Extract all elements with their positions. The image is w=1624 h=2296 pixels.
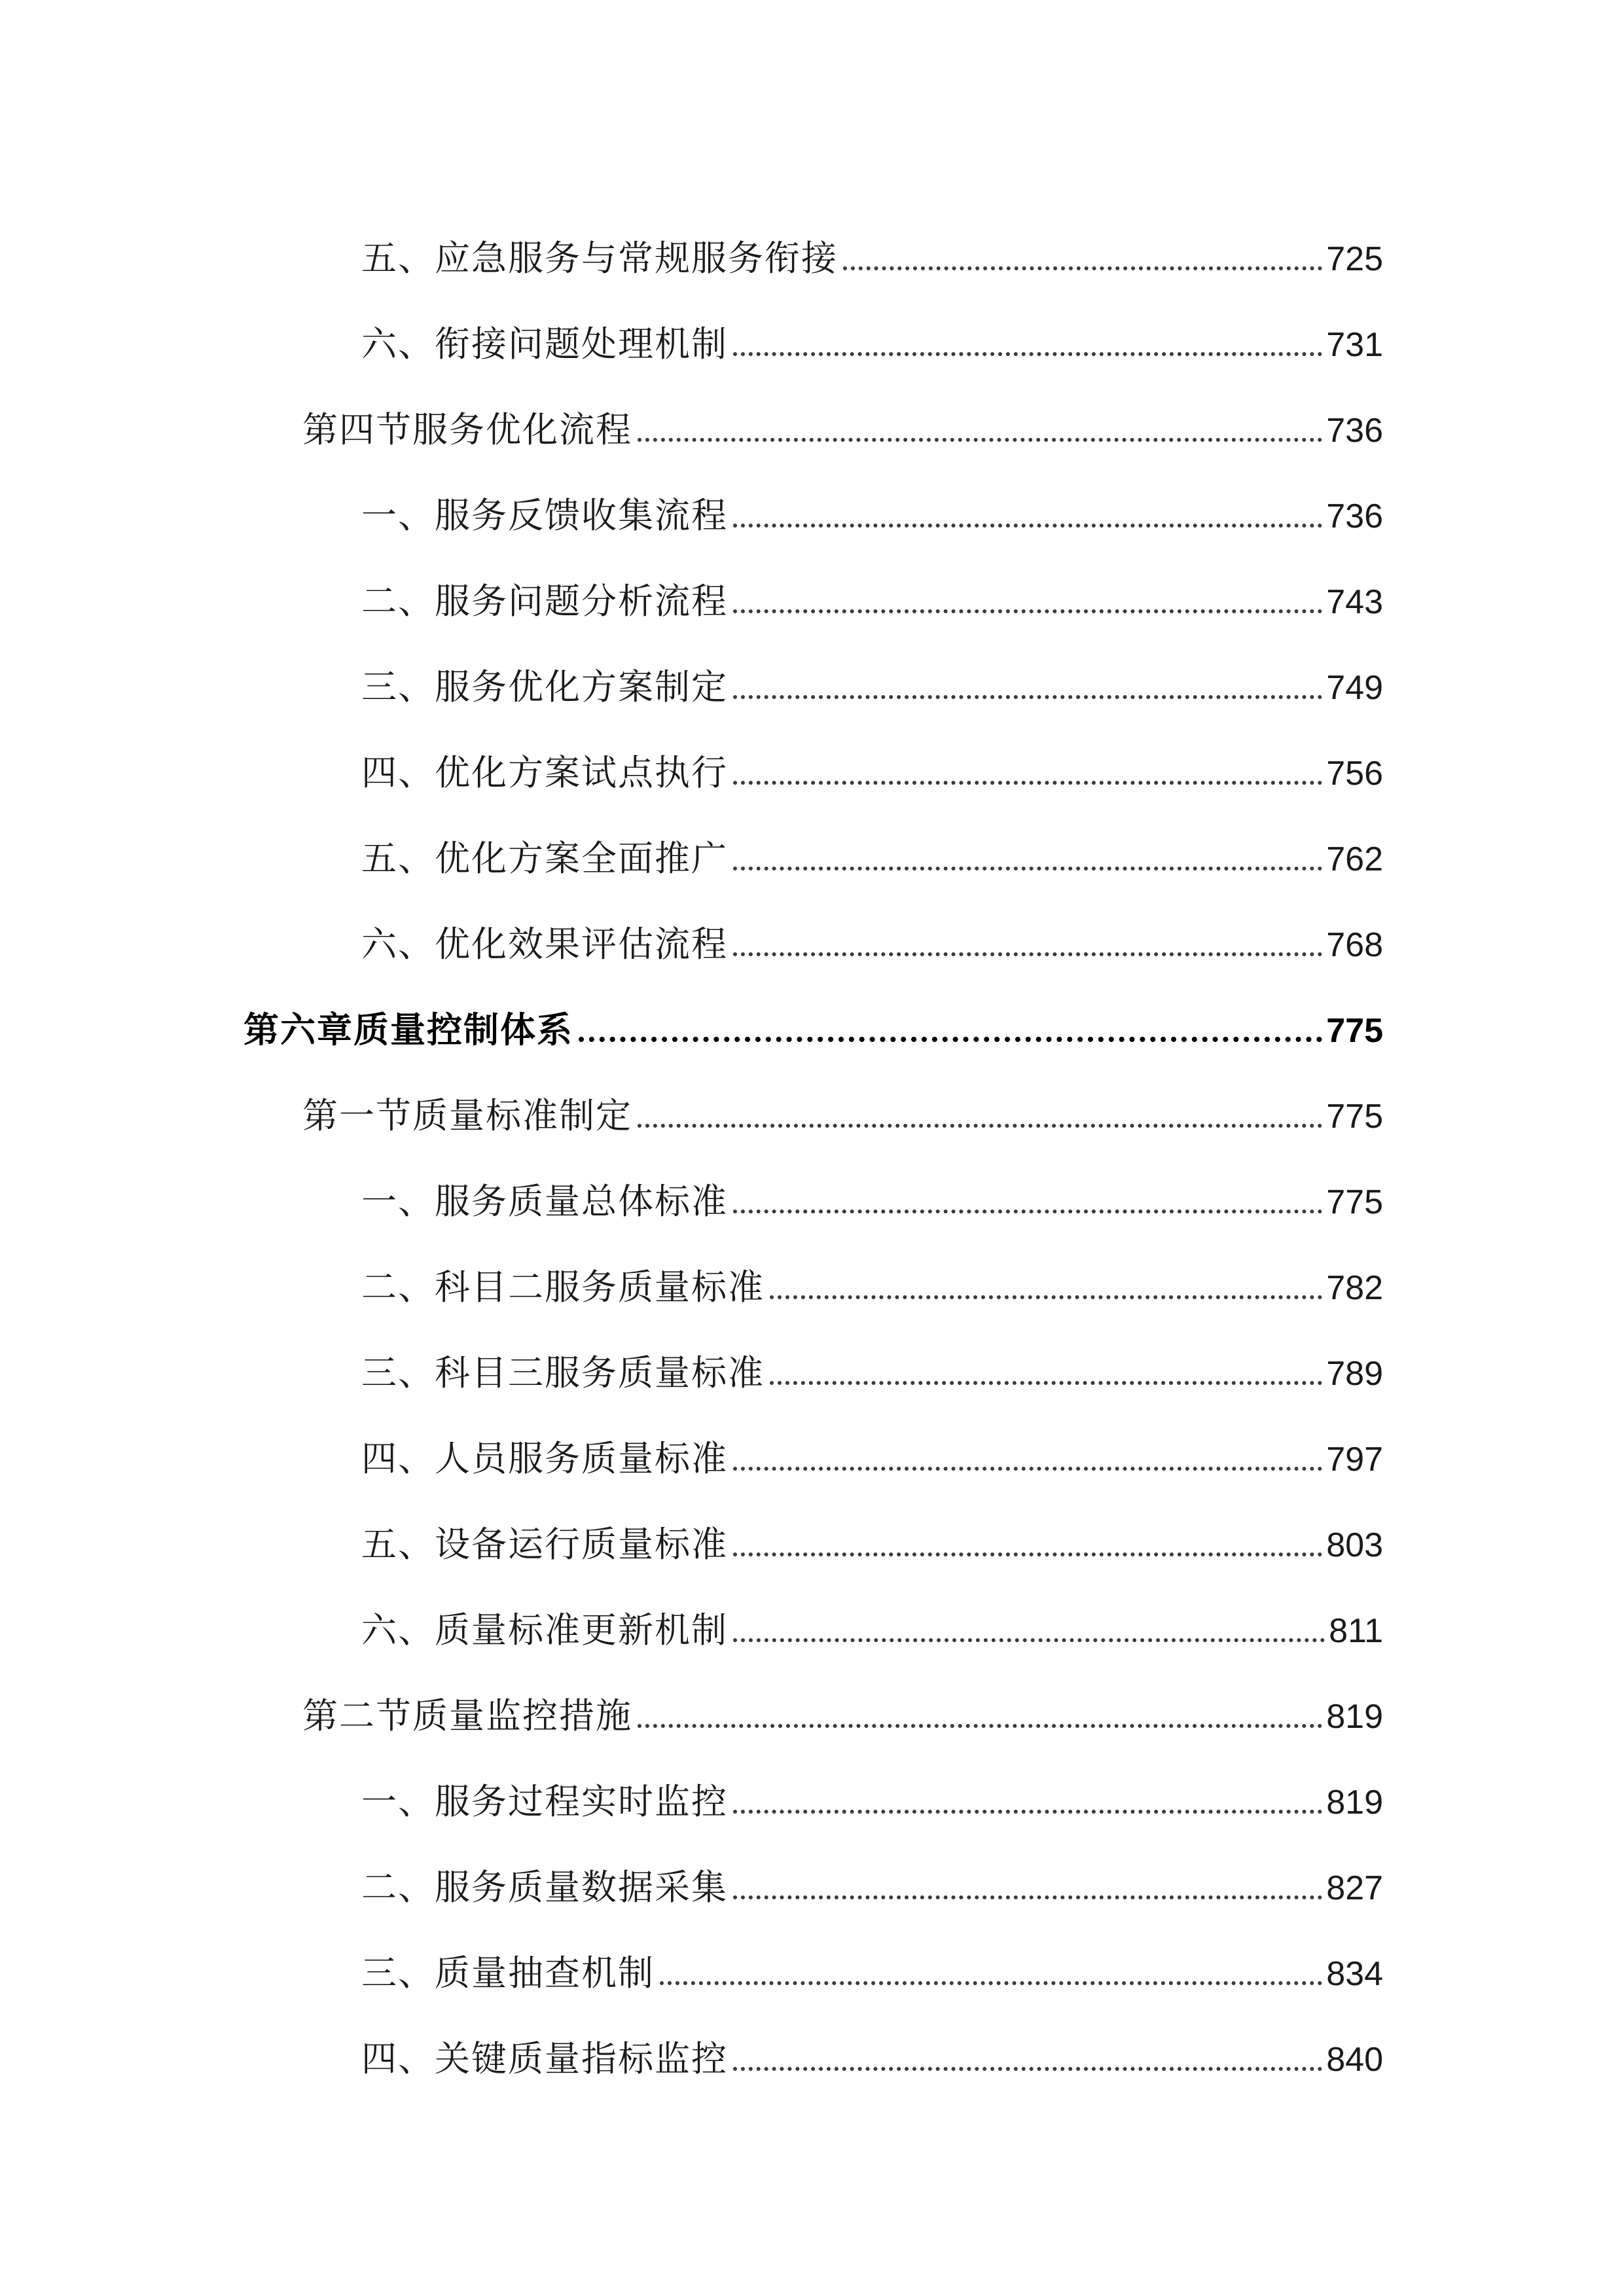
toc-entry-title: 三、质量抽查机制 <box>361 1952 655 1994</box>
dot-leader <box>733 1467 1322 1471</box>
toc-entry-page-number: 827 <box>1326 1869 1383 1907</box>
dot-leader <box>733 1810 1322 1814</box>
dot-leader <box>733 1895 1322 1899</box>
toc-entry[interactable] <box>361 2011 1383 2077</box>
dot-leader <box>733 867 1322 870</box>
dot-leader <box>733 781 1322 785</box>
toc-entry-title: 四、人员服务质量标准 <box>361 1438 728 1479</box>
dot-leader <box>579 1037 1322 1042</box>
dot-leader <box>733 2067 1322 2071</box>
toc-entry-title: 六、优化效果评估流程 <box>361 924 728 965</box>
toc-entry[interactable] <box>361 725 1383 791</box>
dot-leader <box>733 952 1322 956</box>
toc-entry-page-number: 768 <box>1326 926 1383 964</box>
toc-entry[interactable] <box>361 1754 1383 1820</box>
dot-leader <box>733 1552 1322 1556</box>
toc-entry-page-number: 775 <box>1326 1183 1383 1221</box>
toc-entry[interactable] <box>361 897 1383 965</box>
toc-entry-page-number: 736 <box>1326 412 1383 450</box>
toc-entry-title: 五、设备运行质量标准 <box>361 1524 728 1565</box>
toc-entry[interactable] <box>361 1926 1383 1994</box>
toc-entry-chapter[interactable] <box>244 982 1383 1048</box>
toc-entry[interactable] <box>361 1411 1383 1477</box>
dot-leader <box>638 1124 1322 1128</box>
dot-leader <box>733 1638 1325 1642</box>
toc-entry-page-number: 736 <box>1326 497 1383 535</box>
toc-entry-title: 一、服务反馈收集流程 <box>361 495 728 536</box>
toc-entry-page-number: 743 <box>1326 583 1383 621</box>
toc-entry[interactable] <box>361 554 1383 622</box>
toc-entry-title: 第四节服务优化流程 <box>302 409 632 450</box>
dot-leader <box>733 524 1322 528</box>
toc-entry[interactable] <box>361 1497 1383 1565</box>
toc-entry[interactable] <box>361 1583 1383 1651</box>
dot-leader <box>638 1724 1322 1728</box>
dot-leader <box>843 266 1322 270</box>
toc-entry-page-number: 749 <box>1326 669 1383 707</box>
toc-entry-title: 五、优化方案全面推广 <box>361 838 728 879</box>
toc-entry-title: 六、质量标准更新机制 <box>361 1609 728 1651</box>
dot-leader <box>638 438 1322 442</box>
toc-entry[interactable] <box>361 211 1383 279</box>
toc-entry[interactable] <box>361 1240 1383 1308</box>
toc-entry[interactable] <box>302 1068 1383 1134</box>
toc-entry-title: 一、服务质量总体标准 <box>361 1181 728 1222</box>
toc-entry-title: 一、服务过程实时监控 <box>361 1781 728 1822</box>
toc-entry-page-number: 731 <box>1326 326 1383 364</box>
dot-leader <box>733 609 1322 613</box>
toc-entry-title: 二、科目二服务质量标准 <box>361 1266 765 1308</box>
toc-entry-page-number: 819 <box>1326 1698 1383 1736</box>
toc-entry[interactable] <box>361 296 1383 365</box>
toc-entry-title: 三、服务优化方案制定 <box>361 666 728 708</box>
toc-entry-title: 四、优化方案试点执行 <box>361 752 728 793</box>
toc-entry-page-number: 811 <box>1329 1612 1383 1650</box>
toc-entry-page-number: 819 <box>1326 1784 1383 1821</box>
toc-entry-title: 四、关键质量指标监控 <box>361 2038 728 2079</box>
toc-entry-title: 第二节质量监控措施 <box>302 1695 632 1736</box>
toc-entry[interactable] <box>361 1325 1383 1391</box>
toc-entry-page-number: 789 <box>1326 1355 1383 1393</box>
dot-leader <box>770 1381 1322 1385</box>
toc-entry-page-number: 775 <box>1326 1012 1383 1050</box>
toc-entry-page-number: 762 <box>1326 840 1383 878</box>
dot-leader <box>733 352 1322 356</box>
toc-entry-title: 二、服务问题分析流程 <box>361 581 728 622</box>
toc-entry-page-number: 803 <box>1326 1526 1383 1564</box>
toc-entry[interactable] <box>302 1668 1383 1734</box>
toc-entry[interactable] <box>361 468 1383 536</box>
toc-entry-title: 六、衔接问题处理机制 <box>361 323 728 365</box>
toc-entry[interactable] <box>361 811 1383 879</box>
toc-entry-title: 五、应急服务与常规服务衔接 <box>361 238 838 279</box>
toc-entry-page-number: 840 <box>1326 2041 1383 2079</box>
toc-entry-page-number: 782 <box>1326 1269 1383 1307</box>
toc-entry-title: 三、科目三服务质量标准 <box>361 1352 765 1393</box>
toc-entry[interactable] <box>302 382 1383 448</box>
toc-entry[interactable] <box>361 1840 1383 1908</box>
toc-entry-page-number: 756 <box>1326 755 1383 793</box>
toc-entry-page-number: 775 <box>1326 1098 1383 1136</box>
toc-entry-page-number: 834 <box>1326 1955 1383 1993</box>
toc-entry-title: 第一节质量标准制定 <box>302 1095 632 1136</box>
toc-entry-title: 第六章质量控制体系 <box>244 1009 573 1050</box>
toc-entry-page-number: 797 <box>1326 1441 1383 1479</box>
toc-entry-page-number: 725 <box>1326 240 1383 278</box>
dot-leader <box>660 1981 1322 1985</box>
toc-entry-title: 二、服务质量数据采集 <box>361 1867 728 1908</box>
dot-leader <box>770 1295 1322 1299</box>
dot-leader <box>733 1210 1322 1213</box>
dot-leader <box>733 695 1322 699</box>
toc-entry[interactable] <box>361 639 1383 708</box>
toc-entry[interactable] <box>361 1154 1383 1222</box>
